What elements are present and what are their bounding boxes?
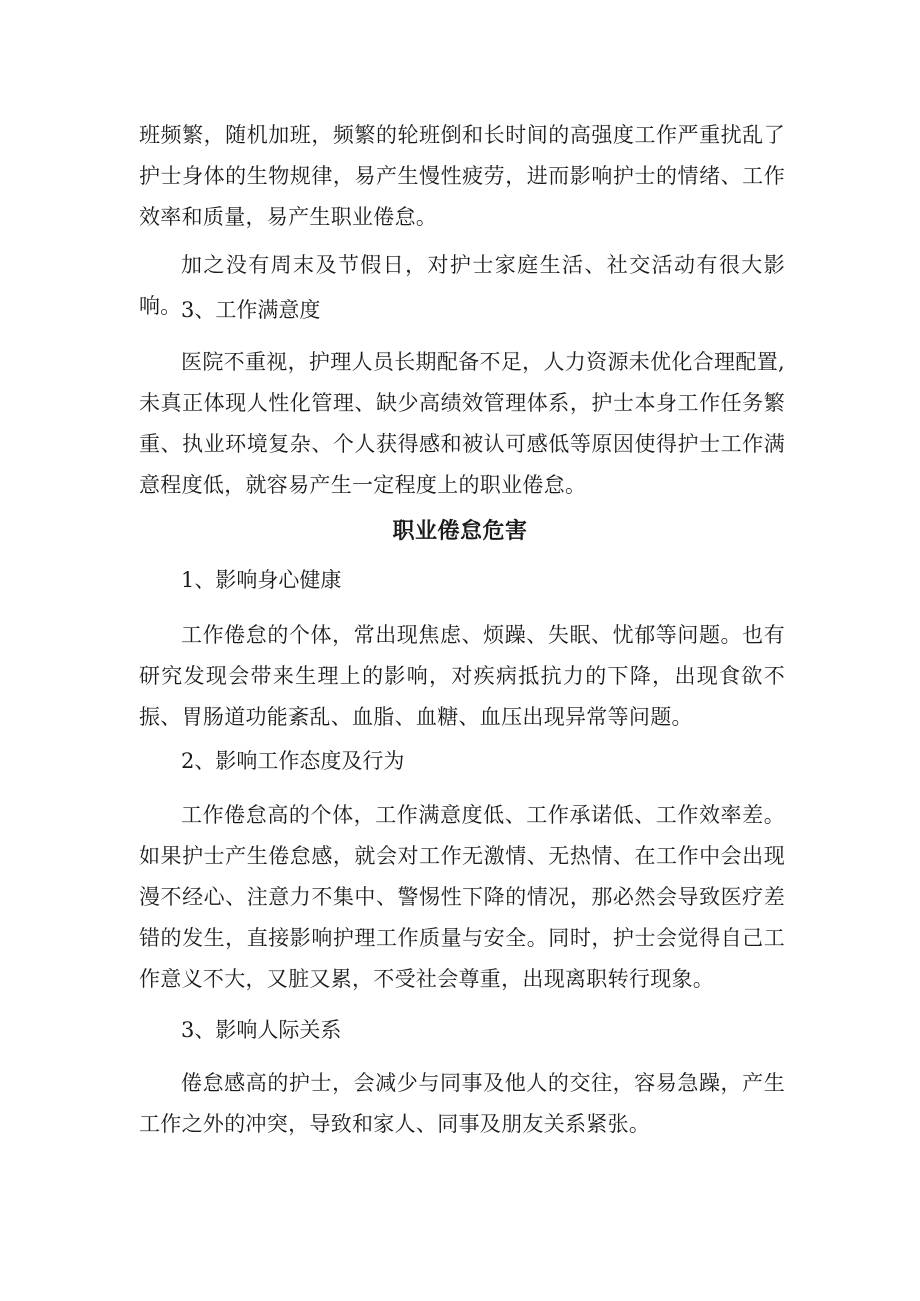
paragraph-job-satisfaction: 医院不重视，护理人员长期配备不足，人力资源未优化合理配置,未真正体现人性化管理、缺少高绩效管理体系，护士本身工作任务繁重、执业环境复杂、个人获得感和被认可感低等原因使得护士工作满意程度低，就容易产生一定程度上的职业倦怠。 [139, 350, 785, 497]
paragraph-weekends: 加之没有周末及节假日，对护士家庭生活、社交活动有很大影响。 [139, 253, 785, 318]
paragraph-relationships: 倦怠感高的护士，会减少与同事及他人的交往，容易急躁，产生工作之外的冲突，导致和家人、同事及朋友关系紧张。 [139, 1071, 785, 1136]
paragraph-continued: 班频繁，随机加班，频繁的轮班倒和长时间的高强度工作严重扰乱了护士身体的生物规律，易产生慢性疲劳，进而影响护士的情绪、工作效率和质量，易产生职业倦怠。 [139, 123, 785, 229]
subheading-relationships: 3、影响人际关系 [181, 1018, 342, 1042]
subheading-job-satisfaction: 3、工作满意度 [181, 298, 321, 322]
paragraph-health: 工作倦怠的个体，常出现焦虑、烦躁、失眠、忧郁等问题。也有研究发现会带来生理上的影响，对疾病抵抗力的下降，出现食欲不振、胃肠道功能紊乱、血脂、血糖、血压出现异常等问题。 [139, 623, 785, 729]
section-title: 职业倦怠危害 [392, 519, 528, 544]
paragraph-work-attitude: 工作倦怠高的个体，工作满意度低、工作承诺低、工作效率差。如果护士产生倦怠感，就会对工作无激情、无热情、在工作中会出现漫不经心、注意力不集中、警惕性下降的情况，那必然会导致医疗差错的发生，直接影响护理工作质量与安全。同时，护士会觉得自己工作意义不大，又脏又累，不受社会尊重，出现离职转行现象。 [139, 803, 785, 991]
subheading-work-attitude: 2、影响工作态度及行为 [181, 749, 405, 773]
subheading-health: 1、影响身心健康 [181, 568, 342, 592]
